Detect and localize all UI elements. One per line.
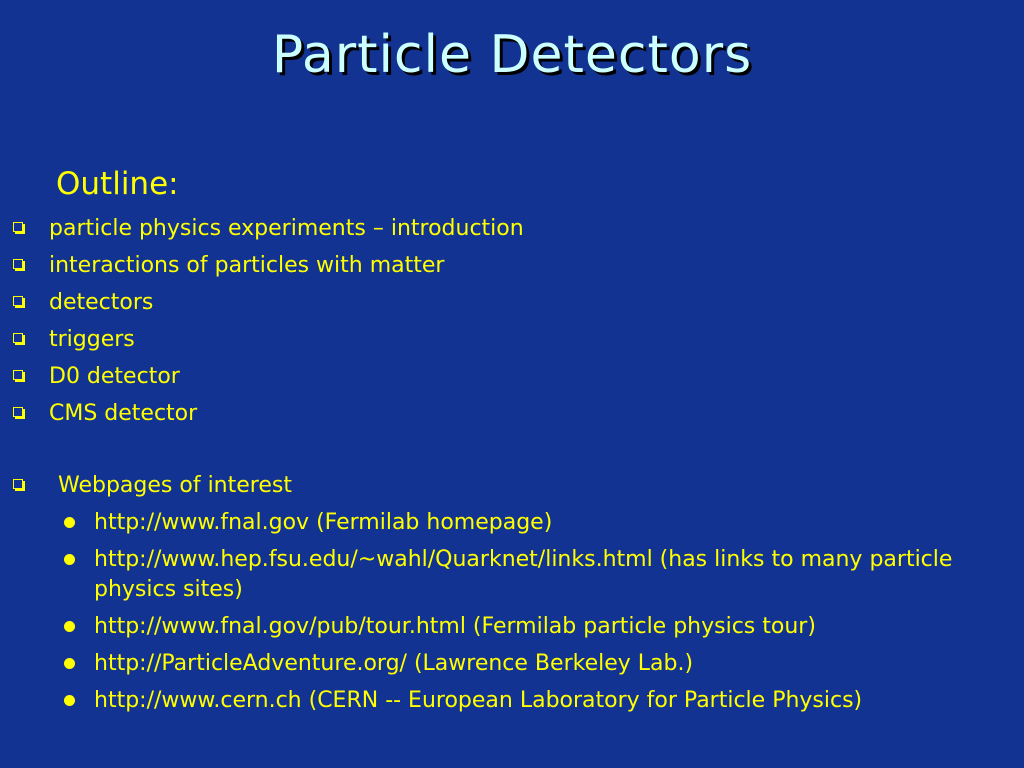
filled-circle-icon — [64, 658, 75, 669]
outline-item-label: detectors — [49, 290, 154, 315]
outline-item-label: D0 detector — [49, 364, 180, 389]
link-item — [0, 542, 1024, 609]
outline-item — [0, 321, 1024, 358]
checkbox-square-icon — [13, 259, 23, 269]
link-text[interactable]: http://www.fnal.gov/pub/tour.html (Fermilab particle physics tour) — [94, 614, 816, 639]
link-item — [0, 505, 1024, 542]
filled-circle-icon — [64, 554, 75, 565]
filled-circle-icon — [64, 621, 75, 632]
checkbox-square-icon — [13, 407, 23, 417]
outline-item — [0, 247, 1024, 284]
link-text[interactable]: http://ParticleAdventure.org/ (Lawrence Berkeley Lab.) — [94, 651, 694, 676]
outline-item-label: CMS detector — [49, 401, 198, 426]
outline-item — [0, 284, 1024, 321]
checkbox-square-icon — [13, 222, 23, 232]
checkbox-square-icon — [13, 296, 23, 306]
link-item — [0, 609, 1024, 646]
link-text[interactable]: http://www.hep.fsu.edu/~wahl/Quarknet/links.html (has links to many particle physics sites) — [94, 547, 953, 602]
links-list — [0, 505, 1024, 720]
link-item — [0, 683, 1024, 720]
slide-title: Particle Detectors — [271, 25, 753, 85]
outline-item — [0, 210, 1024, 247]
outline-item — [0, 358, 1024, 395]
webpages-heading: Webpages of interest — [58, 473, 292, 498]
outline-item-label: interactions of particles with matter — [49, 253, 445, 278]
filled-circle-icon — [64, 517, 75, 528]
webpages-heading-row — [0, 467, 1024, 504]
filled-circle-icon — [64, 695, 75, 706]
outline-item — [0, 395, 1024, 432]
checkbox-square-icon — [13, 370, 23, 380]
checkbox-square-icon — [13, 333, 23, 343]
link-item — [0, 646, 1024, 683]
outline-list — [0, 210, 1024, 432]
link-text[interactable]: http://www.fnal.gov (Fermilab homepage) — [94, 510, 553, 535]
link-text[interactable]: http://www.cern.ch (CERN -- European Laboratory for Particle Physics) — [94, 688, 863, 713]
outline-item-label: particle physics experiments – introduction — [49, 216, 524, 241]
outline-heading: Outline: — [56, 166, 179, 202]
outline-item-label: triggers — [49, 327, 135, 352]
checkbox-square-icon — [13, 479, 23, 489]
